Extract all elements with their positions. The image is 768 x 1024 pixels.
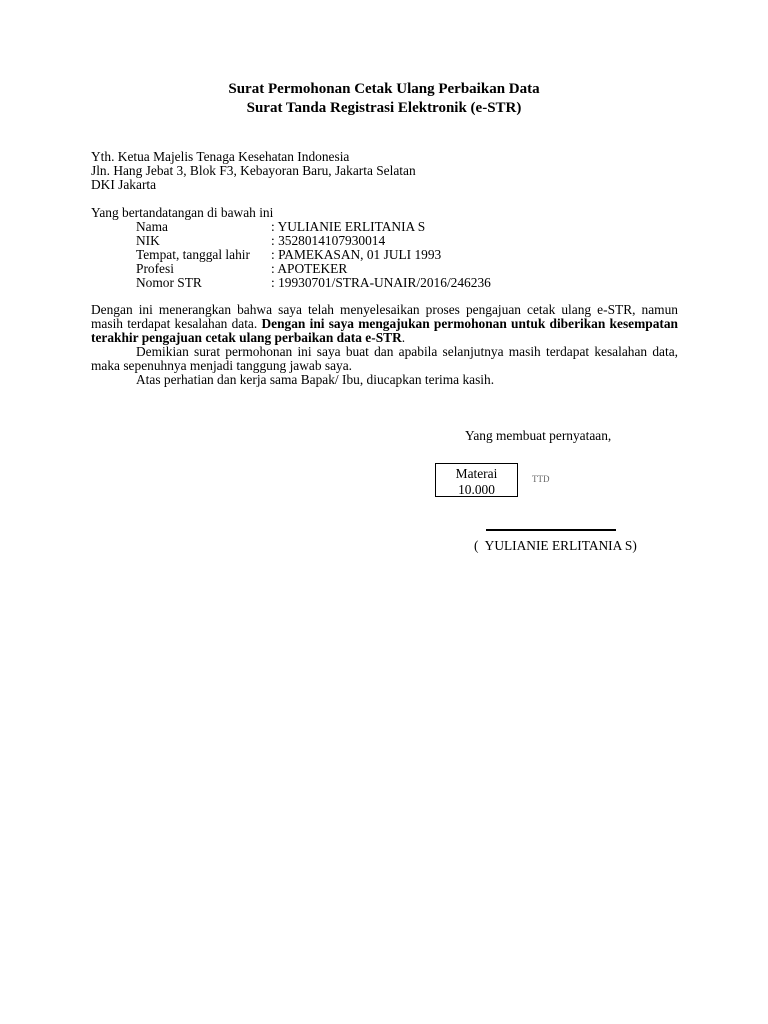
body-paragraph-1 <box>91 303 678 345</box>
stamp-line-2: 10.000 <box>458 482 495 497</box>
field-value: : 3528014107930014 <box>271 233 386 248</box>
field-value: : 19930701/STRA-UNAIR/2016/246236 <box>271 275 491 290</box>
field-row-nik <box>136 234 491 248</box>
signature-line <box>486 529 616 531</box>
intro-text: Yang bertandatangan di bawah ini <box>91 205 274 220</box>
ttd-label: TTD <box>532 474 550 484</box>
field-row-birth <box>136 248 491 262</box>
identity-fields <box>136 220 491 290</box>
field-value: : APOTEKER <box>271 261 348 276</box>
field-value: : PAMEKASAN, 01 JULI 1993 <box>271 247 442 262</box>
body-paragraph-1-text: Dengan ini menerangkan bahwa saya telah menyelesaikan proses pengajuan cetak ulang e-STR, namun masih terdapat kesalahan data. <box>91 302 678 331</box>
field-label: Nomor STR <box>136 275 202 290</box>
addressee-line-3: DKI Jakarta <box>91 177 157 192</box>
field-label: Profesi <box>136 261 174 276</box>
title-line-1: Surat Permohonan Cetak Ulang Perbaikan Data <box>228 81 540 97</box>
document-title <box>0 80 768 118</box>
signer-name: ( YULIANIE ERLITANIA S) <box>474 538 637 553</box>
stamp-box <box>435 463 518 497</box>
body-paragraph-3: Atas perhatian dan kerja sama Bapak/ Ibu, diucapkan terima kasih. <box>136 372 495 387</box>
field-row-profesi <box>136 262 491 276</box>
addressee-line-1: Yth. Ketua Majelis Tenaga Kesehatan Indonesia <box>91 149 350 164</box>
addressee-block <box>91 150 678 192</box>
addressee-line-2: Jln. Hang Jebat 3, Blok F3, Kebayoran Baru, Jakarta Selatan <box>91 163 416 178</box>
signature-statement: Yang membuat pernyataan, <box>465 428 612 443</box>
field-value: : YULIANIE ERLITANIA S <box>271 219 426 234</box>
field-row-nomor-str <box>136 276 491 290</box>
field-row-nama <box>136 220 491 234</box>
field-label: NIK <box>136 233 160 248</box>
field-label: Tempat, tanggal lahir <box>136 247 250 262</box>
body-paragraph-2: Demikian surat permohonan ini saya buat dan apabila selanjutnya masih terdapat kesalahan data, maka sepenuhnya menjadi tanggung jawab saya. <box>91 344 678 373</box>
title-line-2: Surat Tanda Registrasi Elektronik (e-STR) <box>246 100 522 116</box>
stamp-line-1: Materai <box>455 466 498 481</box>
body-paragraph-1-bold: Dengan ini saya mengajukan permohonan untuk diberikan kesempatan terakhir pengajuan cetak ulang perbaikan data e-STR <box>91 316 678 345</box>
letter-body <box>91 303 678 387</box>
field-label: Nama <box>136 219 168 234</box>
body-paragraph-1-end: . <box>401 330 406 345</box>
